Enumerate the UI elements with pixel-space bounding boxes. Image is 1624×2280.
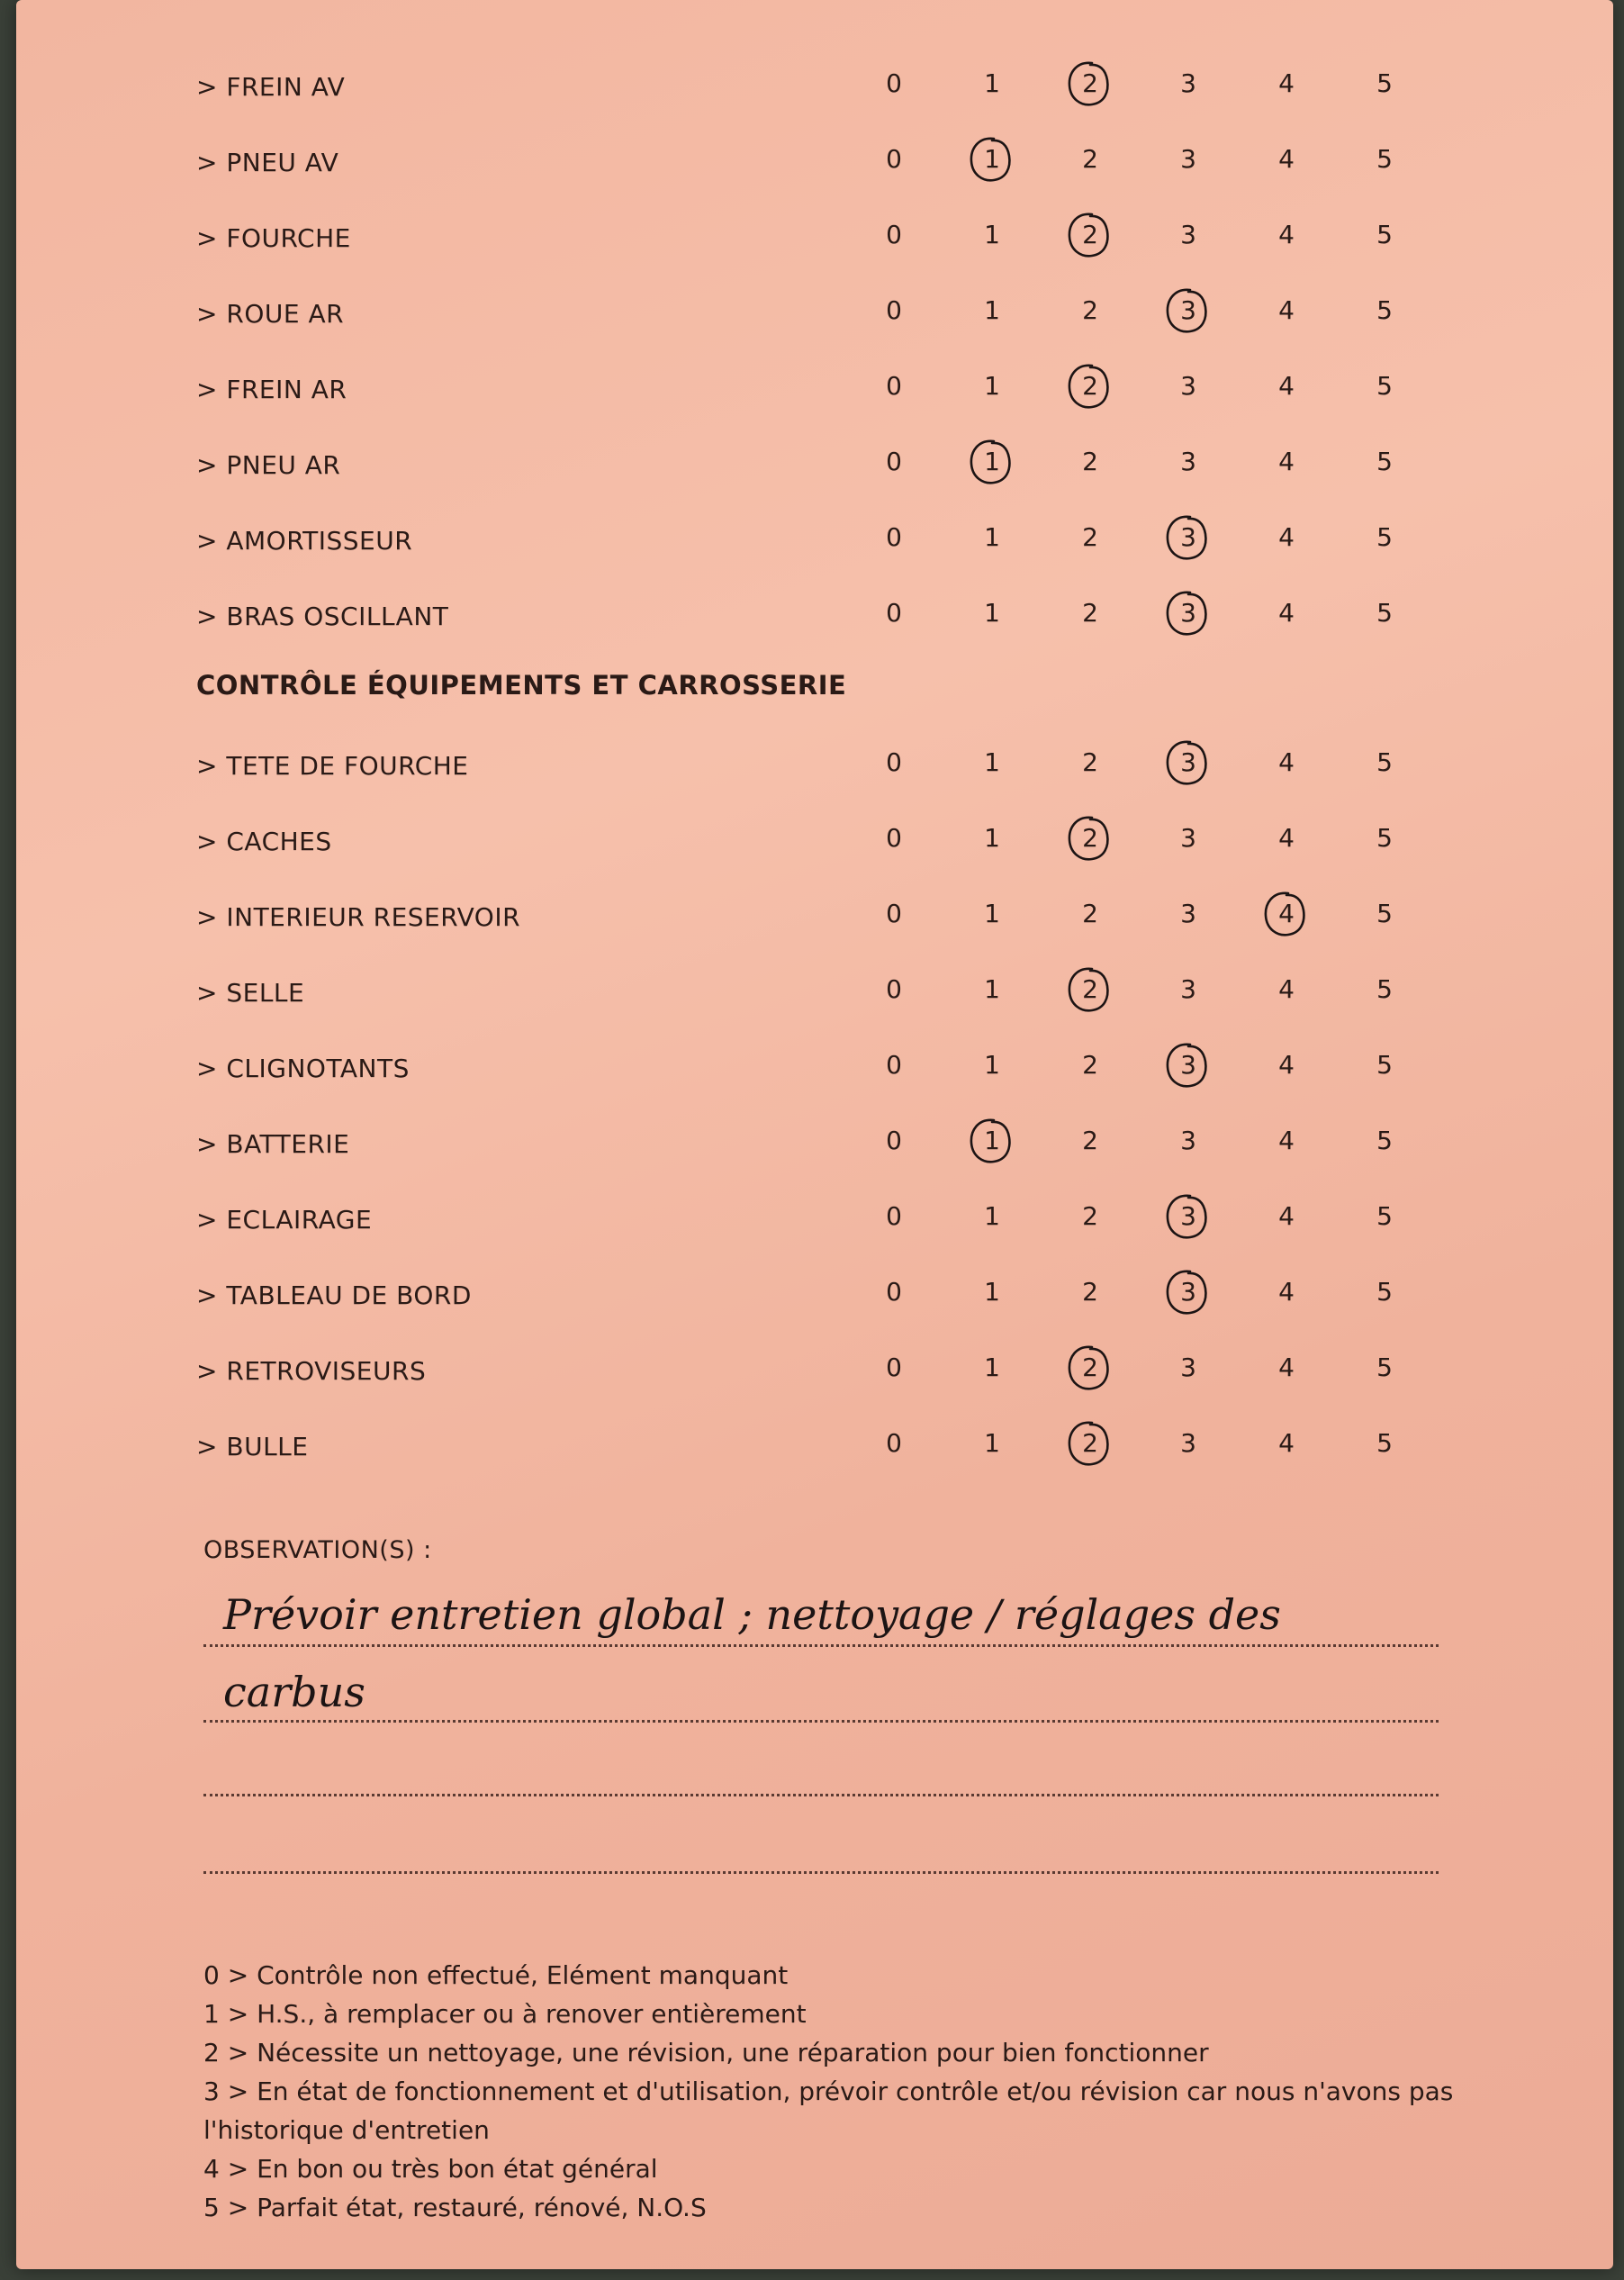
rating-option-2[interactable] xyxy=(1072,598,1108,628)
checklist-item-label: > CLIGNOTANTS xyxy=(196,1054,410,1083)
rating-number: 2 xyxy=(1082,598,1098,628)
rating-number: 0 xyxy=(886,295,902,325)
rating-number: 0 xyxy=(886,823,902,853)
rating-option-0[interactable] xyxy=(876,598,912,628)
rating-number: 4 xyxy=(1278,1201,1295,1231)
checklist-item-label: > PNEU AV xyxy=(196,148,339,177)
rating-number: 2 xyxy=(1082,522,1098,552)
rating-option-1[interactable] xyxy=(974,1126,1010,1155)
checklist-row xyxy=(16,438,1613,492)
rating-option-3[interactable] xyxy=(1170,899,1206,928)
rating-number: 4 xyxy=(1278,295,1295,325)
rating-option-4[interactable] xyxy=(1268,899,1304,928)
rating-number: 2 xyxy=(1082,1428,1098,1458)
rating-number: 4 xyxy=(1278,1277,1295,1307)
checklist-row xyxy=(16,513,1613,567)
checklist-item-label: > RETROVISEURS xyxy=(196,1356,427,1386)
rating-number: 2 xyxy=(1082,1201,1098,1231)
rating-option-2[interactable] xyxy=(1072,1428,1108,1458)
rating-option-3[interactable] xyxy=(1170,598,1206,628)
rating-legend xyxy=(203,1956,1482,2227)
checklist-row xyxy=(16,1192,1613,1246)
section-title: CONTRÔLE ÉQUIPEMENTS ET CARROSSERIE xyxy=(196,670,847,701)
checklist-row xyxy=(16,1268,1613,1322)
rating-option-5[interactable] xyxy=(1367,144,1403,174)
rating-number: 5 xyxy=(1376,747,1393,777)
rating-option-1[interactable] xyxy=(974,1201,1010,1231)
rating-option-3[interactable] xyxy=(1170,144,1206,174)
rating-number: 4 xyxy=(1278,899,1295,928)
rating-option-2[interactable] xyxy=(1072,1353,1108,1382)
rating-number: 3 xyxy=(1180,1353,1196,1382)
rating-option-0[interactable] xyxy=(876,1277,912,1307)
rating-number: 0 xyxy=(886,899,902,928)
rating-option-1[interactable] xyxy=(974,899,1010,928)
handwritten-observation-line-1: Prévoir entretien global ; nettoyage / réglages des xyxy=(223,1590,1281,1639)
rating-number: 0 xyxy=(886,522,902,552)
rating-option-4[interactable] xyxy=(1268,220,1304,249)
rating-option-1[interactable] xyxy=(974,371,1010,401)
rating-number: 1 xyxy=(984,1428,1000,1458)
checklist-item-label: > PNEU AR xyxy=(196,450,341,480)
checklist-item-label: > CACHES xyxy=(196,827,332,856)
rating-number: 5 xyxy=(1376,1050,1393,1080)
rating-option-1[interactable] xyxy=(974,974,1010,1004)
rating-option-1[interactable] xyxy=(974,747,1010,777)
rating-option-4[interactable] xyxy=(1268,598,1304,628)
rating-option-0[interactable] xyxy=(876,447,912,476)
rating-number: 2 xyxy=(1082,447,1098,476)
rating-number: 2 xyxy=(1082,823,1098,853)
rating-number: 4 xyxy=(1278,823,1295,853)
rating-option-0[interactable] xyxy=(876,220,912,249)
observation-dotted-line xyxy=(203,1794,1439,1796)
checklist-item-label: > BULLE xyxy=(196,1432,309,1461)
rating-option-4[interactable] xyxy=(1268,747,1304,777)
legend-item-0: 0 > Contrôle non effectué, Elément manquant xyxy=(203,1960,789,1990)
checklist-row xyxy=(16,286,1613,340)
rating-number: 3 xyxy=(1180,1050,1196,1080)
checklist-row xyxy=(16,589,1613,643)
rating-option-1[interactable] xyxy=(974,144,1010,174)
rating-number: 1 xyxy=(984,1201,1000,1231)
rating-option-5[interactable] xyxy=(1367,1126,1403,1155)
legend-item-1: 1 > H.S., à remplacer ou à renover entièrement xyxy=(203,1999,807,2029)
rating-option-5[interactable] xyxy=(1367,598,1403,628)
checklist-row xyxy=(16,890,1613,944)
rating-option-3[interactable] xyxy=(1170,823,1206,853)
handwritten-observation-line-2: carbus xyxy=(223,1668,365,1716)
rating-option-4[interactable] xyxy=(1268,974,1304,1004)
checklist-row xyxy=(16,1344,1613,1398)
rating-option-2[interactable] xyxy=(1072,371,1108,401)
rating-number: 5 xyxy=(1376,974,1393,1004)
rating-number: 3 xyxy=(1180,1428,1196,1458)
rating-number: 1 xyxy=(984,447,1000,476)
rating-number: 4 xyxy=(1278,747,1295,777)
rating-number: 5 xyxy=(1376,1353,1393,1382)
rating-option-3[interactable] xyxy=(1170,1126,1206,1155)
rating-option-5[interactable] xyxy=(1367,1428,1403,1458)
rating-number: 2 xyxy=(1082,974,1098,1004)
rating-number: 3 xyxy=(1180,1277,1196,1307)
rating-option-0[interactable] xyxy=(876,144,912,174)
rating-option-2[interactable] xyxy=(1072,747,1108,777)
checklist-row xyxy=(16,738,1613,792)
rating-option-3[interactable] xyxy=(1170,1428,1206,1458)
rating-option-5[interactable] xyxy=(1367,1201,1403,1231)
rating-number: 4 xyxy=(1278,522,1295,552)
rating-option-3[interactable] xyxy=(1170,220,1206,249)
rating-option-4[interactable] xyxy=(1268,144,1304,174)
rating-number: 2 xyxy=(1082,295,1098,325)
rating-option-2[interactable] xyxy=(1072,1277,1108,1307)
rating-number: 1 xyxy=(984,598,1000,628)
rating-number: 0 xyxy=(886,1353,902,1382)
checklist-row xyxy=(16,59,1613,113)
rating-number: 1 xyxy=(984,747,1000,777)
checklist-item-label: > FREIN AV xyxy=(196,72,346,102)
rating-option-0[interactable] xyxy=(876,899,912,928)
rating-option-1[interactable] xyxy=(974,295,1010,325)
rating-option-3[interactable] xyxy=(1170,371,1206,401)
rating-number: 2 xyxy=(1082,68,1098,98)
rating-option-3[interactable] xyxy=(1170,1050,1206,1080)
rating-number: 5 xyxy=(1376,1277,1393,1307)
rating-number: 3 xyxy=(1180,522,1196,552)
rating-option-3[interactable] xyxy=(1170,295,1206,325)
rating-number: 5 xyxy=(1376,598,1393,628)
checklist-row xyxy=(16,1041,1613,1095)
rating-option-0[interactable] xyxy=(876,68,912,98)
rating-number: 4 xyxy=(1278,598,1295,628)
rating-option-5[interactable] xyxy=(1367,823,1403,853)
rating-number: 0 xyxy=(886,974,902,1004)
checklist-item-label: > ROUE AR xyxy=(196,299,345,329)
rating-number: 5 xyxy=(1376,522,1393,552)
checklist-row xyxy=(16,135,1613,189)
rating-number: 1 xyxy=(984,899,1000,928)
rating-number: 1 xyxy=(984,68,1000,98)
rating-option-4[interactable] xyxy=(1268,1126,1304,1155)
rating-option-3[interactable] xyxy=(1170,747,1206,777)
checklist-row xyxy=(16,211,1613,265)
rating-option-3[interactable] xyxy=(1170,1277,1206,1307)
rating-number: 4 xyxy=(1278,144,1295,174)
rating-number: 0 xyxy=(886,1126,902,1155)
rating-option-2[interactable] xyxy=(1072,220,1108,249)
rating-option-4[interactable] xyxy=(1268,68,1304,98)
checklist-item-label: > FOURCHE xyxy=(196,223,351,253)
legend-item-4: 4 > En bon ou très bon état général xyxy=(203,2154,658,2184)
rating-option-4[interactable] xyxy=(1268,1353,1304,1382)
rating-option-2[interactable] xyxy=(1072,295,1108,325)
rating-number: 3 xyxy=(1180,823,1196,853)
rating-number: 1 xyxy=(984,1353,1000,1382)
rating-option-5[interactable] xyxy=(1367,1353,1403,1382)
rating-number: 3 xyxy=(1180,371,1196,401)
checklist-item-label: > BATTERIE xyxy=(196,1129,350,1159)
rating-option-0[interactable] xyxy=(876,295,912,325)
rating-number: 4 xyxy=(1278,1353,1295,1382)
rating-option-5[interactable] xyxy=(1367,522,1403,552)
rating-number: 5 xyxy=(1376,371,1393,401)
rating-option-3[interactable] xyxy=(1170,447,1206,476)
rating-option-4[interactable] xyxy=(1268,823,1304,853)
rating-number: 5 xyxy=(1376,899,1393,928)
rating-option-2[interactable] xyxy=(1072,144,1108,174)
checklist-row xyxy=(16,1117,1613,1171)
rating-option-0[interactable] xyxy=(876,371,912,401)
rating-option-1[interactable] xyxy=(974,598,1010,628)
rating-number: 0 xyxy=(886,1277,902,1307)
rating-number: 1 xyxy=(984,1126,1000,1155)
rating-option-5[interactable] xyxy=(1367,295,1403,325)
rating-number: 3 xyxy=(1180,598,1196,628)
rating-number: 0 xyxy=(886,1428,902,1458)
rating-number: 4 xyxy=(1278,220,1295,249)
checklist-row xyxy=(16,814,1613,868)
rating-option-2[interactable] xyxy=(1072,68,1108,98)
rating-option-2[interactable] xyxy=(1072,447,1108,476)
rating-option-3[interactable] xyxy=(1170,522,1206,552)
rating-option-0[interactable] xyxy=(876,1201,912,1231)
rating-number: 0 xyxy=(886,447,902,476)
rating-option-1[interactable] xyxy=(974,68,1010,98)
rating-number: 3 xyxy=(1180,747,1196,777)
rating-number: 1 xyxy=(984,823,1000,853)
rating-number: 0 xyxy=(886,144,902,174)
rating-number: 4 xyxy=(1278,1428,1295,1458)
checklist-item-label: > FREIN AR xyxy=(196,375,347,404)
rating-number: 3 xyxy=(1180,295,1196,325)
rating-number: 4 xyxy=(1278,68,1295,98)
rating-number: 1 xyxy=(984,220,1000,249)
legend-item-2: 2 > Nécessite un nettoyage, une révision, une réparation pour bien fonctionner xyxy=(203,2038,1209,2067)
rating-option-1[interactable] xyxy=(974,220,1010,249)
rating-number: 0 xyxy=(886,1201,902,1231)
rating-number: 1 xyxy=(984,974,1000,1004)
rating-number: 5 xyxy=(1376,220,1393,249)
rating-option-2[interactable] xyxy=(1072,1126,1108,1155)
rating-option-0[interactable] xyxy=(876,1428,912,1458)
rating-number: 0 xyxy=(886,68,902,98)
rating-number: 3 xyxy=(1180,144,1196,174)
rating-number: 4 xyxy=(1278,1050,1295,1080)
rating-number: 0 xyxy=(886,598,902,628)
rating-option-4[interactable] xyxy=(1268,295,1304,325)
legend-item-3: 3 > En état de fonctionnement et d'utilisation, prévoir contrôle et/ou révision car nous n'avons pas l'historique d'entretien xyxy=(203,2076,1454,2145)
rating-number: 2 xyxy=(1082,220,1098,249)
rating-number: 2 xyxy=(1082,899,1098,928)
checklist-item-label: > SELLE xyxy=(196,978,305,1008)
rating-option-3[interactable] xyxy=(1170,974,1206,1004)
checklist-item-label: > INTERIEUR RESERVOIR xyxy=(196,902,521,932)
rating-option-5[interactable] xyxy=(1367,1050,1403,1080)
rating-number: 0 xyxy=(886,1050,902,1080)
rating-number: 1 xyxy=(984,1050,1000,1080)
inspection-sheet xyxy=(16,0,1613,2269)
rating-number: 0 xyxy=(886,220,902,249)
checklist-row xyxy=(16,965,1613,1019)
rating-option-1[interactable] xyxy=(974,1050,1010,1080)
rating-option-3[interactable] xyxy=(1170,1353,1206,1382)
rating-option-0[interactable] xyxy=(876,1353,912,1382)
rating-option-4[interactable] xyxy=(1268,1050,1304,1080)
rating-number: 1 xyxy=(984,522,1000,552)
rating-option-0[interactable] xyxy=(876,1126,912,1155)
rating-number: 2 xyxy=(1082,371,1098,401)
rating-option-3[interactable] xyxy=(1170,1201,1206,1231)
rating-number: 2 xyxy=(1082,1277,1098,1307)
rating-number: 2 xyxy=(1082,1353,1098,1382)
rating-option-5[interactable] xyxy=(1367,68,1403,98)
rating-option-2[interactable] xyxy=(1072,823,1108,853)
rating-option-4[interactable] xyxy=(1268,1201,1304,1231)
rating-number: 5 xyxy=(1376,1201,1393,1231)
rating-number: 3 xyxy=(1180,899,1196,928)
rating-number: 5 xyxy=(1376,1126,1393,1155)
rating-option-0[interactable] xyxy=(876,747,912,777)
rating-number: 5 xyxy=(1376,68,1393,98)
rating-number: 3 xyxy=(1180,220,1196,249)
rating-option-5[interactable] xyxy=(1367,747,1403,777)
checklist-item-label: > BRAS OSCILLANT xyxy=(196,602,449,631)
rating-option-0[interactable] xyxy=(876,1050,912,1080)
checklist-item-label: > AMORTISSEUR xyxy=(196,526,413,556)
rating-option-1[interactable] xyxy=(974,1428,1010,1458)
rating-number: 3 xyxy=(1180,68,1196,98)
observation-dotted-line xyxy=(203,1720,1439,1723)
rating-number: 5 xyxy=(1376,144,1393,174)
rating-number: 5 xyxy=(1376,295,1393,325)
rating-number: 5 xyxy=(1376,1428,1393,1458)
rating-option-4[interactable] xyxy=(1268,447,1304,476)
rating-option-2[interactable] xyxy=(1072,1050,1108,1080)
rating-option-2[interactable] xyxy=(1072,1201,1108,1231)
rating-option-1[interactable] xyxy=(974,1353,1010,1382)
rating-option-0[interactable] xyxy=(876,974,912,1004)
rating-option-1[interactable] xyxy=(974,823,1010,853)
rating-number: 2 xyxy=(1082,747,1098,777)
rating-number: 4 xyxy=(1278,1126,1295,1155)
rating-number: 1 xyxy=(984,1277,1000,1307)
rating-option-4[interactable] xyxy=(1268,371,1304,401)
rating-option-0[interactable] xyxy=(876,522,912,552)
rating-number: 3 xyxy=(1180,1201,1196,1231)
rating-option-5[interactable] xyxy=(1367,371,1403,401)
rating-option-1[interactable] xyxy=(974,522,1010,552)
rating-option-1[interactable] xyxy=(974,1277,1010,1307)
rating-option-4[interactable] xyxy=(1268,522,1304,552)
checklist-item-label: > ECLAIRAGE xyxy=(196,1205,373,1235)
rating-number: 4 xyxy=(1278,974,1295,1004)
checklist-row xyxy=(16,1419,1613,1473)
checklist-item-label: > TABLEAU DE BORD xyxy=(196,1280,472,1310)
rating-option-5[interactable] xyxy=(1367,1277,1403,1307)
rating-option-5[interactable] xyxy=(1367,447,1403,476)
rating-option-2[interactable] xyxy=(1072,899,1108,928)
rating-option-1[interactable] xyxy=(974,447,1010,476)
observations-title: OBSERVATION(S) : xyxy=(203,1536,432,1564)
rating-option-4[interactable] xyxy=(1268,1428,1304,1458)
rating-number: 1 xyxy=(984,371,1000,401)
rating-number: 1 xyxy=(984,144,1000,174)
rating-option-4[interactable] xyxy=(1268,1277,1304,1307)
rating-number: 3 xyxy=(1180,974,1196,1004)
rating-number: 5 xyxy=(1376,823,1393,853)
observation-dotted-line xyxy=(203,1644,1439,1647)
rating-number: 0 xyxy=(886,371,902,401)
rating-option-5[interactable] xyxy=(1367,974,1403,1004)
observation-dotted-line xyxy=(203,1871,1439,1874)
rating-number: 3 xyxy=(1180,1126,1196,1155)
checklist-row xyxy=(16,362,1613,416)
rating-option-2[interactable] xyxy=(1072,522,1108,552)
rating-number: 0 xyxy=(886,747,902,777)
rating-number: 2 xyxy=(1082,1050,1098,1080)
rating-number: 3 xyxy=(1180,447,1196,476)
rating-option-0[interactable] xyxy=(876,823,912,853)
checklist-item-label: > TETE DE FOURCHE xyxy=(196,751,469,781)
rating-option-3[interactable] xyxy=(1170,68,1206,98)
rating-option-5[interactable] xyxy=(1367,220,1403,249)
rating-number: 4 xyxy=(1278,371,1295,401)
legend-item-5: 5 > Parfait état, restauré, rénové, N.O.S xyxy=(203,2193,707,2222)
rating-number: 4 xyxy=(1278,447,1295,476)
rating-number: 2 xyxy=(1082,144,1098,174)
rating-number: 1 xyxy=(984,295,1000,325)
rating-number: 2 xyxy=(1082,1126,1098,1155)
rating-option-5[interactable] xyxy=(1367,899,1403,928)
rating-option-2[interactable] xyxy=(1072,974,1108,1004)
rating-number: 5 xyxy=(1376,447,1393,476)
